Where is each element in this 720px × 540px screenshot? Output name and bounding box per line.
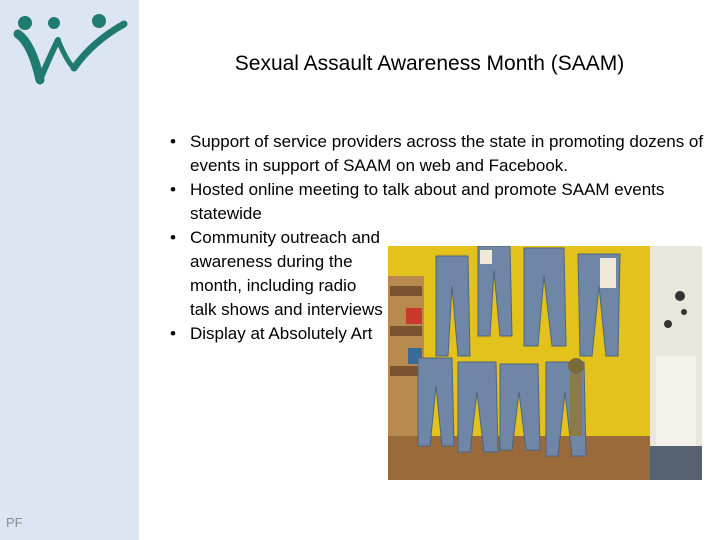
bullet-item: • Support of service providers across the state in promoting dozens of events in support of SAAM on web and Facebook. <box>164 130 704 178</box>
bullet-item: • Hosted online meeting to talk about and promote SAAM events statewide <box>164 178 704 226</box>
photo-illustration <box>388 246 702 480</box>
slide-title: Sexual Assault Awareness Month (SAAM) <box>234 52 625 75</box>
left-sidebar <box>0 0 139 540</box>
w-logo-icon <box>12 12 130 88</box>
jeans-art-display-photo <box>388 246 702 480</box>
bullet-item: • Display at Absolutely Art <box>164 322 385 346</box>
bullet-item: • Community outreach and awareness during the month, including radio talk shows and interviews <box>164 226 385 322</box>
corner-label: PF <box>6 515 23 530</box>
